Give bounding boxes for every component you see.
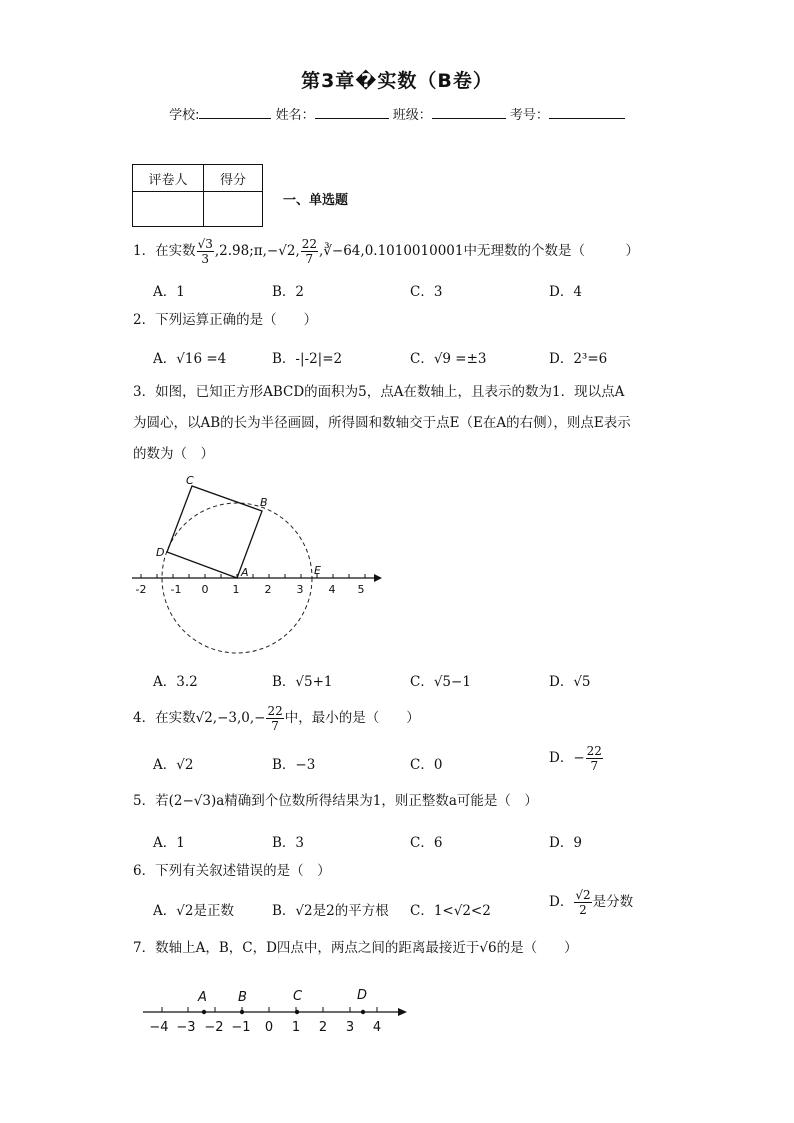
- exam-no-label: 考号：: [509, 108, 549, 123]
- class-label: 班级：: [392, 108, 432, 123]
- question-text: 在实数√2,−3,0,−: [155, 710, 266, 726]
- grader-header: 评卷人: [133, 165, 204, 192]
- q6-option-b[interactable]: B．√2是2的平方根: [272, 903, 389, 919]
- square-abcd: [167, 486, 262, 578]
- question-4: [133, 703, 420, 734]
- tick-label: -2: [135, 583, 147, 596]
- question-7: [133, 933, 578, 964]
- q4-option-a[interactable]: A．√2: [153, 757, 194, 773]
- q5-option-c[interactable]: C．6: [410, 835, 443, 851]
- point-label-a: A: [198, 990, 207, 1005]
- tick-label: 0: [201, 583, 209, 596]
- question-number: 7．: [133, 940, 156, 956]
- q3-option-a[interactable]: A．3.2: [153, 674, 198, 690]
- score-header: 得分: [204, 165, 263, 192]
- question-6: [133, 856, 331, 887]
- school-label: 学校:: [169, 108, 200, 123]
- q2-option-a[interactable]: A．√16 =4: [153, 351, 227, 367]
- question-text: ,∛−64,0.1010010001中无理数的个数是（ ）: [319, 243, 639, 259]
- fraction: $\frac{√3}{3}$: [197, 237, 213, 266]
- q1-option-b[interactable]: B．2: [272, 284, 305, 300]
- page-title: 第3章�实数（B卷）: [301, 70, 493, 92]
- question-number: 1．: [133, 243, 156, 259]
- question-5: [133, 786, 538, 817]
- q5-option-a[interactable]: A．1: [153, 835, 185, 851]
- question-number: 5．: [133, 793, 156, 809]
- q1-option-c[interactable]: C．3: [410, 284, 443, 300]
- tick-label: 1: [291, 1020, 301, 1035]
- question-number: 3．: [133, 384, 156, 400]
- question-text: 如图，已知正方形ABCD的面积为5，点A在数轴上，且表示的数为1．现以点A: [155, 384, 625, 400]
- student-info-line: [0, 104, 794, 123]
- point-label-e: E: [314, 564, 321, 577]
- q4-option-c[interactable]: C．0: [410, 757, 443, 773]
- q5-option-b[interactable]: B．3: [272, 835, 305, 851]
- tick-label: 0: [264, 1020, 274, 1035]
- tick-label: 2: [318, 1020, 328, 1035]
- question-text: 中，最小的是（ ）: [284, 710, 420, 726]
- point-a-dot: [202, 1010, 206, 1014]
- point-b-dot: [240, 1010, 244, 1014]
- point-label-a: A: [241, 566, 249, 579]
- q3-option-b[interactable]: B．√5+1: [272, 674, 333, 690]
- q4-option-b[interactable]: B．−3: [272, 757, 316, 773]
- tick-label: 2: [264, 583, 272, 596]
- question-1: [133, 236, 639, 267]
- question-number: 4．: [133, 710, 156, 726]
- score-cell[interactable]: [204, 192, 263, 227]
- class-blank[interactable]: [432, 106, 506, 119]
- fraction: $\frac{22}{7}$: [301, 237, 318, 266]
- point-label-c: C: [293, 989, 303, 1004]
- q2-option-b[interactable]: B．-|-2|=2: [272, 351, 343, 367]
- tick-label: 4: [328, 583, 336, 596]
- tick-label: −3: [176, 1020, 196, 1035]
- q1-option-a[interactable]: A．1: [153, 284, 185, 300]
- q2-option-d[interactable]: D．2³=6: [549, 351, 608, 367]
- q6-option-a[interactable]: A．√2是正数: [153, 903, 234, 919]
- score-table: [132, 164, 263, 227]
- question-text: 数轴上A，B，C，D四点中，两点之间的距离最接近于√6的是（ ）: [155, 940, 578, 956]
- question-text: 若(2−√3)a精确到个位数所得结果为1，则正整数a可能是（ ）: [155, 793, 538, 809]
- tick-label: −2: [204, 1020, 224, 1035]
- figure-number-line-abcd: [140, 982, 415, 1042]
- q3-option-c[interactable]: C．√5−1: [410, 674, 471, 690]
- school-blank[interactable]: [199, 106, 271, 119]
- point-label-b: B: [260, 496, 268, 509]
- question-text: 下列有关叙述错误的是（ ）: [155, 863, 331, 879]
- question-text: 在实数: [155, 243, 196, 259]
- tick-label: 5: [357, 583, 365, 596]
- name-blank[interactable]: [315, 106, 389, 119]
- question-3-line-3: 的数为（ ）: [133, 446, 214, 462]
- section-title: 一、单选题: [283, 193, 349, 208]
- tick-label: 3: [345, 1020, 355, 1035]
- tick-label: -1: [170, 583, 182, 596]
- point-label-d: D: [156, 546, 165, 559]
- tick-label: −4: [149, 1020, 169, 1035]
- fraction: $\frac{√2}{2}$: [575, 888, 591, 917]
- arrow-head: [374, 574, 382, 582]
- q5-option-d[interactable]: D．9: [549, 835, 582, 851]
- point-label-c: C: [186, 474, 194, 487]
- exam-no-blank[interactable]: [549, 106, 625, 119]
- q1-option-d[interactable]: D．4: [549, 284, 582, 300]
- tick-label: −1: [231, 1020, 251, 1035]
- point-label-d: D: [357, 988, 368, 1003]
- q6-option-c[interactable]: C．1<√2<2: [410, 903, 491, 919]
- tick-label: 1: [232, 583, 240, 596]
- q2-option-c[interactable]: C．√9 =±3: [410, 351, 487, 367]
- q4-option-d[interactable]: D．− $\frac{22}{7}$: [549, 744, 602, 773]
- question-number: 2．: [133, 312, 156, 328]
- question-text: ,2.9̇8̇;π,−√2,: [214, 243, 300, 259]
- tick-label: 3: [296, 583, 304, 596]
- question-text: 下列运算正确的是（ ）: [155, 312, 318, 328]
- point-d-dot: [361, 1010, 365, 1014]
- point-label-b: B: [238, 990, 247, 1005]
- figure-square-circle-numberline: [125, 468, 395, 660]
- question-number: 6．: [133, 863, 156, 879]
- fraction: $\frac{22}{7}$: [586, 744, 602, 773]
- question-3: [133, 377, 624, 408]
- question-3-line-2: 为圆心，以AB的长为半径画圆，所得圆和数轴交于点E（E在A的右侧），则点E表示: [133, 415, 631, 431]
- tick-label: 4: [372, 1020, 382, 1035]
- fraction: $\frac{22}{7}$: [267, 704, 283, 733]
- q3-option-d[interactable]: D．√5: [549, 674, 591, 690]
- grader-cell[interactable]: [133, 192, 204, 227]
- arrow-head: [398, 1008, 407, 1016]
- name-label: 姓名：: [275, 108, 315, 123]
- question-2: [133, 305, 317, 336]
- q6-option-d[interactable]: D． $\frac{√2}{2}$ 是分数: [549, 888, 634, 917]
- point-c-dot: [295, 1010, 299, 1014]
